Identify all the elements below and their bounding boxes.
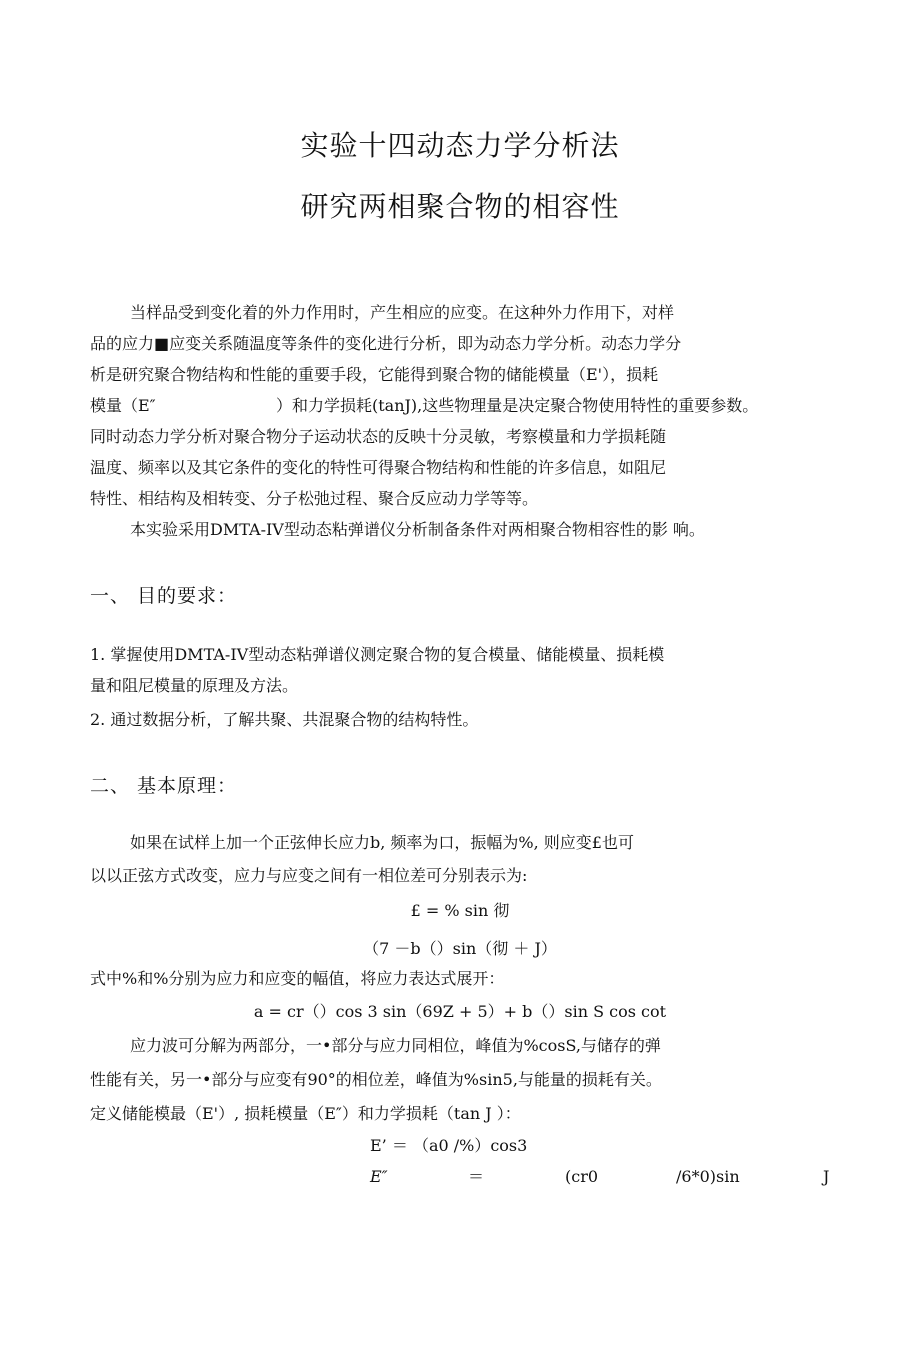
principle-line-4: 应力波可分解为两部分，一•部分与应力同相位，峰值为%cosS,与储存的弹 xyxy=(130,1036,661,1055)
intro-line-6: 温度、频率以及其它条件的变化的特性可得聚合物结构和性能的许多信息，如阻尼 xyxy=(90,458,667,477)
loss-modulus-term-a: (cr0 xyxy=(565,1167,599,1186)
loss-modulus-term-b: /6*0)sin xyxy=(676,1167,740,1186)
principle-line-5: 性能有关，另一•部分与应变有90°的相位差，峰值为%sin5,与能量的损耗有关。 xyxy=(90,1070,662,1089)
section2-heading: 二、 基本原理： xyxy=(90,775,238,797)
section1-heading: 一、 目的要求： xyxy=(90,585,238,607)
strain-equation: £ = % sin 彻 xyxy=(410,901,510,920)
page-title: 实验十四动态力学分析法 xyxy=(300,129,620,162)
intro-line-4a: 模量（E″ xyxy=(90,396,156,415)
intro-line-5: 同时动态力学分析对聚合物分子运动状态的反映十分灵敏，考察模量和力学损耗随 xyxy=(90,427,667,446)
section1-item-1: 1. 掌握使用DMTA-IV型动态粘弹谱仪测定聚合物的复合模量、储能模量、损耗模 xyxy=(90,645,665,664)
intro-line-8: 本实验采用DMTA-IV型动态粘弹谱仪分析制备条件对两相聚合物相容性的影 响。 xyxy=(130,520,705,539)
page-subtitle: 研究两相聚合物的相容性 xyxy=(300,190,620,223)
intro-line-4b: ）和力学损耗(tanJ),这些物理量是决定聚合物使用特性的重要参数。 xyxy=(276,396,759,415)
principle-line-2: 以以正弦方式改变，应力与应变之间有一相位差可分别表示为: xyxy=(90,866,528,885)
loss-modulus-lhs: E″ xyxy=(370,1167,388,1186)
intro-line-1: 当样品受到变化着的外力作用时，产生相应的应变。在这种外力作用下，对样 xyxy=(130,303,675,322)
intro-line-7: 特性、相结构及相转变、分子松弛过程、聚合反应动力学等等。 xyxy=(90,489,539,508)
loss-modulus-term-c: J xyxy=(823,1167,830,1186)
section1-item-1-cont: 量和阻尼模量的原理及方法。 xyxy=(90,676,299,695)
principle-line-3: 式中%和%分别为应力和应变的幅值，将应力表达式展开： xyxy=(90,969,505,988)
intro-line-2: 品的应力■应变关系随温度等条件的变化进行分析，即为动态力学分析。动态力学分 xyxy=(90,334,682,353)
loss-modulus-equals: ＝ xyxy=(468,1167,485,1186)
section1-item-2: 2. 通过数据分析，了解共聚、共混聚合物的结构特性。 xyxy=(90,710,479,729)
principle-line-1: 如果在试样上加一个正弦伸长应力b, 频率为口，振幅为%, 则应变£也可 xyxy=(130,833,634,852)
principle-line-6: 定义储能模最（E'）, 损耗模量（E″）和力学损耗（tan J ）： xyxy=(90,1104,521,1123)
stress-equation: （7 －b（）sin（彻 ＋ J） xyxy=(363,939,557,958)
storage-modulus-equation: E’ ＝ （a0 /%）cos3 xyxy=(370,1136,528,1155)
intro-line-3: 析是研究聚合物结构和性能的重要手段，它能得到聚合物的储能模量（E'），损耗 xyxy=(90,365,659,384)
stress-expansion-equation: a = cr（）cos 3 sin（69Z + 5）+ b（）sin S cos cot xyxy=(253,1002,667,1021)
